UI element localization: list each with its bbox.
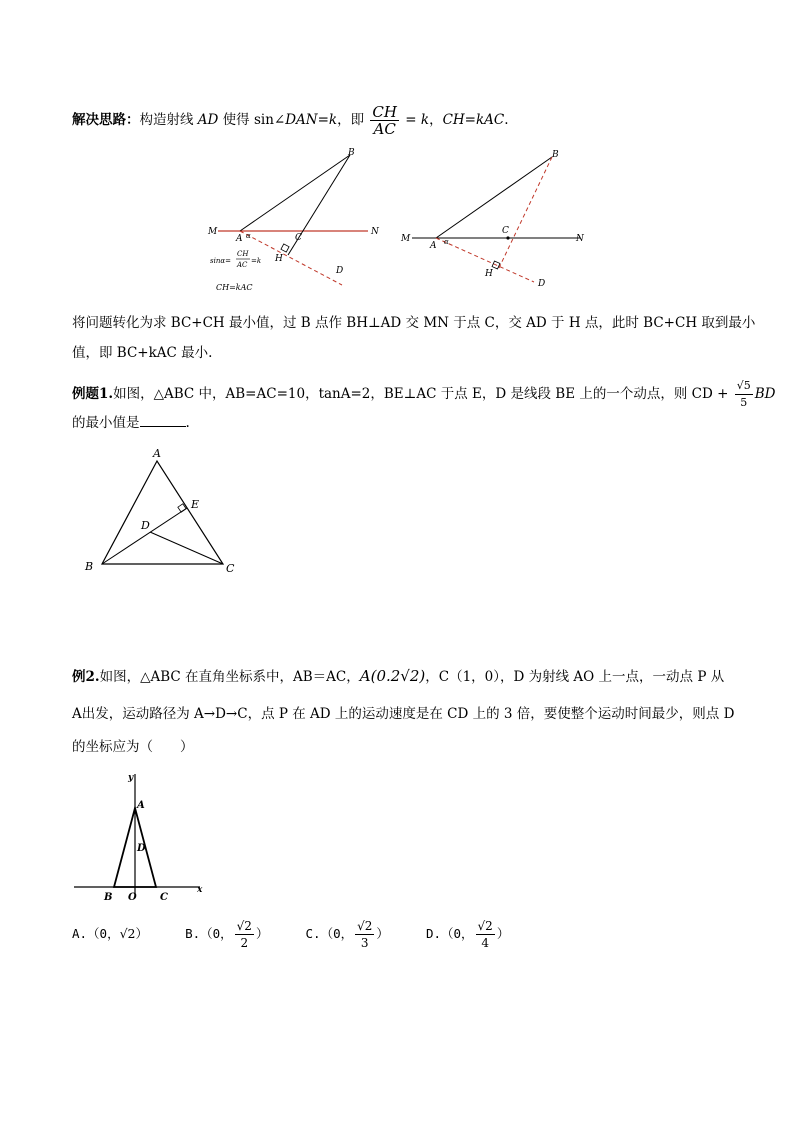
point-a-coord: A(0.2√2): [359, 667, 426, 685]
label-alpha-right: α: [444, 238, 449, 246]
frac-num: √2: [236, 919, 252, 933]
label-x: x: [197, 885, 203, 895]
segment-ab-right: [436, 157, 552, 238]
label-b: B: [348, 148, 355, 158]
label-d: D: [141, 519, 150, 532]
label-b: B: [85, 560, 94, 573]
example2-options: [72, 918, 509, 951]
solution-text: 构造射线: [139, 112, 194, 128]
label-a: A: [137, 800, 145, 811]
example1-triangle: [80, 443, 250, 583]
example2-coordinate-figure: [70, 770, 220, 905]
answer-blank: [140, 412, 186, 427]
example1-text: 如图，△ABC 中，AB=AC=10，tanA=2，BE⊥AC 于点 E，D 是线段 BE 上的一个动点，则 CD +: [113, 386, 729, 402]
solution-line: [72, 104, 509, 137]
conversion-line-2: 值，即 BC+kAC 最小.: [72, 345, 213, 361]
option-a[interactable]: [72, 926, 156, 941]
label-d-right: D: [538, 279, 546, 289]
example1-line-2: [72, 412, 190, 434]
small-frac-den: AC: [237, 261, 248, 269]
frac-num: √2: [357, 919, 373, 933]
option-d-frac: [476, 918, 495, 951]
example2-text: 如图，△ABC 在直角坐标系中，AB＝AC，: [99, 669, 360, 685]
example1-line2-text: 的最小值是: [72, 415, 140, 431]
frac-den: 4: [481, 936, 489, 950]
small-ch-kac: CH=kAC: [216, 283, 253, 292]
label-c-right: C: [502, 226, 509, 236]
ray-ad: AD: [197, 112, 219, 128]
sqrt5-over-5: [735, 378, 753, 411]
option-d-prefix: D.（0，: [425, 926, 474, 941]
option-b-frac: [235, 918, 254, 951]
frac-den: 2: [240, 936, 249, 950]
period: .: [504, 112, 509, 128]
frac-num: √5: [735, 378, 753, 395]
right-construction: [400, 150, 585, 289]
example2-text-b: ，C（1，0），D 为射线 AO 上一点，一动点 P 从: [425, 669, 725, 685]
frac-den: AC: [373, 120, 396, 138]
label-y: y: [128, 773, 134, 783]
ch-over-ac: [370, 104, 399, 137]
frac-den: 3: [360, 936, 369, 950]
option-b[interactable]: [185, 919, 276, 950]
label-n-right: N: [576, 234, 584, 244]
label-alpha: α: [246, 232, 251, 240]
construction-figures: [200, 145, 600, 300]
example2-line-1: [72, 665, 724, 688]
label-e: E: [191, 498, 200, 511]
option-d-suffix: ）: [496, 926, 510, 941]
option-c[interactable]: [305, 919, 397, 950]
conversion-line-1: 将问题转化为求 BC+CH 最小值，过 B 点作 BH⊥AD 交 MN 于点 C，交 AD 于 H 点，此时 BC+CH 取到最小: [72, 315, 756, 331]
label-a: A: [236, 234, 243, 244]
label-h-right: H: [485, 269, 493, 279]
label-d: D: [336, 266, 344, 276]
label-h: H: [275, 254, 283, 264]
label-c: C: [295, 233, 302, 243]
label-a: A: [153, 447, 161, 460]
segment-bh-right: [498, 157, 552, 270]
segment-be: [102, 508, 187, 564]
segment-ab: [240, 155, 350, 231]
label-b: B: [104, 892, 113, 903]
option-c-suffix: ）: [376, 926, 389, 941]
example1-label: 例题1.: [72, 386, 114, 402]
label-n: N: [371, 227, 379, 237]
label-c: C: [160, 892, 168, 903]
point-c-right: [506, 236, 509, 239]
label-m: M: [208, 227, 218, 237]
option-c-prefix: C.（0，: [305, 926, 354, 941]
label-c: C: [226, 562, 235, 575]
eq-k: = k: [405, 112, 430, 128]
option-c-frac: [355, 918, 374, 951]
triangle-abc: [102, 461, 223, 564]
option-b-prefix: B.（0，: [185, 926, 233, 941]
sin-label: sinα=: [210, 257, 231, 265]
solution-text-2: 使得 sin∠: [222, 112, 286, 128]
solution-text-3: ，即: [337, 112, 365, 128]
label-o: O: [128, 892, 137, 903]
option-b-suffix: ）: [255, 926, 269, 941]
angle-dan: DAN=k: [285, 112, 338, 128]
option-a-value: √2: [119, 926, 136, 941]
comma: ，: [429, 112, 443, 128]
frac-num: CH: [372, 103, 397, 121]
label-b-right: B: [552, 150, 559, 160]
bd-term: BD: [754, 386, 776, 402]
small-frac-num: CH: [237, 250, 249, 258]
solution-label: 解决思路：: [72, 112, 140, 128]
example2-line-2: A出发，运动路径为 A→D→C，点 P 在 AD 上的运动速度是在 CD 上的 3 倍，要使整个运动时间最少，则点 D: [72, 706, 735, 722]
label-a-right: A: [430, 241, 437, 251]
option-d[interactable]: [425, 919, 510, 950]
example2-line-3: 的坐标应为（ ）: [72, 739, 194, 755]
frac-num: √2: [477, 919, 493, 933]
label-d: D: [137, 843, 146, 854]
period: .: [185, 415, 190, 431]
option-a-suffix: ）: [135, 926, 149, 941]
example2-label: 例2.: [72, 669, 100, 685]
frac-den: 5: [740, 396, 748, 409]
label-m-right: M: [401, 234, 411, 244]
right-angle-mark: [281, 244, 289, 252]
ch-kac: CH=kAC: [442, 112, 505, 128]
example1-line-1: [72, 378, 775, 411]
left-construction: [207, 148, 380, 292]
small-eq-k: =k: [251, 257, 262, 265]
option-a-prefix: A.（0，: [72, 926, 120, 941]
